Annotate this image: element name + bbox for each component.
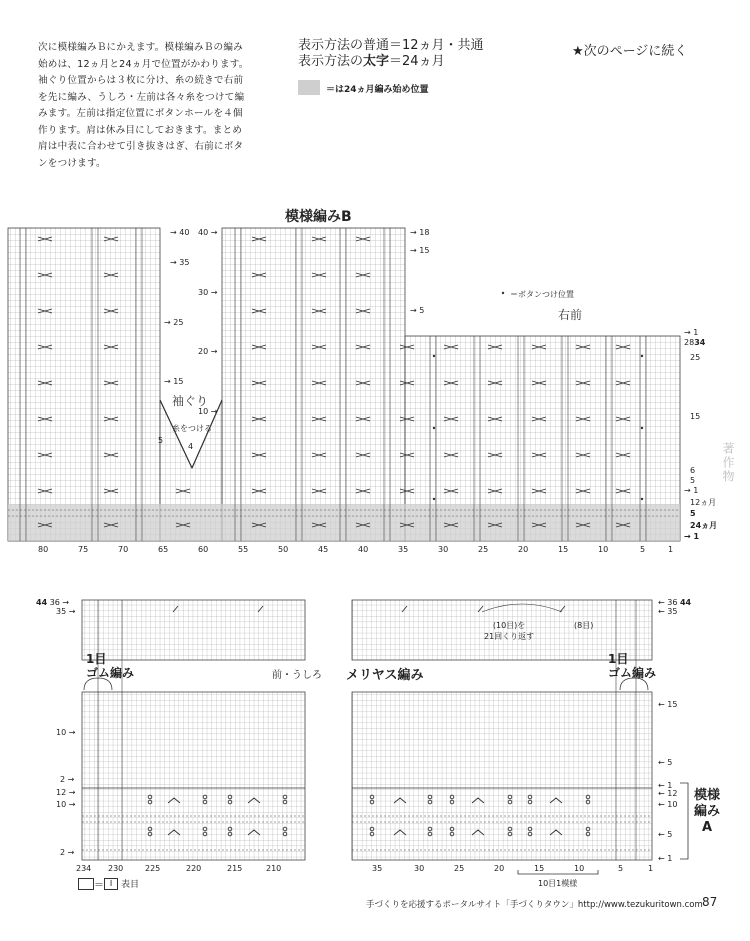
bottom-chart xyxy=(82,600,688,874)
x-tick: 1 xyxy=(668,545,674,554)
sleeve-label: 袖ぐり xyxy=(172,394,209,408)
x-tick: 10 xyxy=(574,864,585,873)
shade-legend: ＝は24ヵ月編み始め位置 xyxy=(326,85,429,95)
row-label: 10 → xyxy=(56,800,76,809)
button-note: ＝ボタンつけ位置 xyxy=(510,290,574,299)
row-number: 25 xyxy=(173,318,184,327)
row-label: → 5 xyxy=(410,306,425,315)
row-number: 35 xyxy=(667,607,678,616)
row-number: 10 xyxy=(56,800,67,809)
row-label: ← 10 xyxy=(658,800,678,809)
row-number: 1 xyxy=(693,328,699,337)
row-label: → 15 xyxy=(410,246,430,255)
row-number: 30 xyxy=(198,288,209,297)
intro-line: 次に模様編みＢにかえます。模様編みＢの編み xyxy=(38,42,243,53)
row-label: 10 → xyxy=(56,728,76,737)
x-tick: 30 xyxy=(414,864,425,873)
pattern-a-label: 模様 編み A xyxy=(694,788,721,835)
row-number: 10 xyxy=(56,728,67,737)
x-tick: 20 xyxy=(494,864,505,873)
row-label: → 1 xyxy=(684,486,699,495)
x-tick: 1 xyxy=(648,864,654,873)
intro-line: みます。左前は指定位置にボタンホールを４個 xyxy=(38,108,243,119)
row-number: 1 xyxy=(667,781,673,790)
intro-line: 始めは、12ヵ月と24ヵ月で位置がかわります。 xyxy=(38,58,249,70)
shade-band xyxy=(8,504,680,541)
attach-yarn-label: 糸をつける xyxy=(172,424,212,433)
row-label: → 40 xyxy=(170,228,190,237)
x-tick: 65 xyxy=(158,545,169,554)
intro-line: 肩は中表に合わせて引き抜きはぎ、右前にボタ xyxy=(38,141,244,152)
row-label: → 35 xyxy=(170,258,190,267)
row-number: 15 xyxy=(173,377,184,386)
row-number: 1 xyxy=(693,532,700,541)
x-tick: 10 xyxy=(598,545,609,554)
x-tick: 5 xyxy=(640,545,646,554)
row-label: 20 → xyxy=(198,347,218,356)
row-label: 35 → xyxy=(56,607,76,616)
row-label: 12ヵ月 xyxy=(690,498,717,507)
row-number: 2 xyxy=(60,775,66,784)
x-tick: 75 xyxy=(78,545,89,554)
eight-label: (8目) xyxy=(574,621,594,630)
x-tick: 80 xyxy=(38,545,49,554)
page-number: 87 xyxy=(702,895,718,909)
row-label: 2 → xyxy=(60,848,75,857)
row-label: 25 xyxy=(690,353,701,362)
row-label: 15 xyxy=(690,412,701,421)
row-label: 12 → xyxy=(56,788,76,797)
row-label: 5 xyxy=(690,509,696,518)
small-label: 5 xyxy=(158,436,164,445)
watermark: 著作物 xyxy=(721,442,735,484)
row-label: 2 → xyxy=(60,775,75,784)
x-tick: 35 xyxy=(372,864,383,873)
x-tick: 234 xyxy=(76,864,92,873)
row-number: 36 xyxy=(49,598,60,607)
intro-line: 袖ぐり位置からは３枚に分け、糸の続きで右前 xyxy=(38,75,244,86)
row-number: 10 xyxy=(198,407,209,416)
rib-left-label: 1目 ゴム編み xyxy=(86,652,135,680)
row-number: 12 xyxy=(56,788,67,797)
key-equals: ＝ xyxy=(94,880,104,891)
footer-text: 手づくりを応援するポータルサイト「手づくりタウン」http://www.tezukuritown.com xyxy=(366,900,703,910)
x-tick: 25 xyxy=(478,545,489,554)
row-number: 5 xyxy=(419,306,425,315)
front-back-label: 前・うしろ xyxy=(272,670,322,681)
row-label: 24ヵ月 xyxy=(690,521,718,530)
repeat-label: (10目)を 21回くり返す xyxy=(484,621,535,641)
intro-line: ンをつけます。 xyxy=(38,157,106,169)
row-label: → 18 xyxy=(410,228,430,237)
x-tick: 50 xyxy=(278,545,289,554)
x-tick: 20 xyxy=(518,545,529,554)
x-tick: 210 xyxy=(266,864,282,873)
row-number: 28 xyxy=(684,338,695,347)
row-number: 36 xyxy=(667,598,678,607)
row-label: 30 → xyxy=(198,288,218,297)
row-number: 20 xyxy=(198,347,209,356)
repeat-unit-label: 10目1模様 xyxy=(538,879,578,888)
pattern-b-title: 模様編みB xyxy=(285,209,352,225)
row-number: 1 xyxy=(693,486,699,495)
row-label: ← 15 xyxy=(658,700,678,709)
x-tick: 5 xyxy=(618,864,624,873)
x-tick: 215 xyxy=(227,864,243,873)
row-label: 6 xyxy=(690,466,696,475)
x-tick: 25 xyxy=(454,864,465,873)
row-number: 1 xyxy=(667,854,673,863)
row-label: → 1 xyxy=(684,532,700,541)
row-number: 18 xyxy=(419,228,430,237)
row-number-bold: 34 xyxy=(694,338,706,347)
row-label: ← 5 xyxy=(658,830,673,839)
x-tick: 35 xyxy=(398,545,409,554)
row-number: 5 xyxy=(667,758,673,767)
row-label: ← 5 xyxy=(658,758,673,767)
x-tick: 45 xyxy=(318,545,329,554)
legend-bold-suffix: ＝24ヵ月 xyxy=(389,54,445,69)
row-number-bold: 44 xyxy=(36,598,48,607)
x-tick: 230 xyxy=(108,864,124,873)
x-tick: 220 xyxy=(186,864,202,873)
row-number: 15 xyxy=(419,246,430,255)
row-number: 15 xyxy=(667,700,678,709)
legend-normal: 表示方法の普通＝12ヵ月・共通 xyxy=(298,38,484,53)
row-number: 5 xyxy=(667,830,673,839)
stockinette-label: メリヤス編み xyxy=(346,668,424,683)
row-number: 35 xyxy=(56,607,67,616)
x-tick: 225 xyxy=(145,864,161,873)
intro-line: を先に編み、うしろ・左前は各々糸をつけて編 xyxy=(38,91,245,103)
small-label: 4 xyxy=(188,442,194,451)
x-tick: 40 xyxy=(358,545,369,554)
row-number: 12 xyxy=(667,789,678,798)
row-label: 40 → xyxy=(198,228,218,237)
row-label: 44 36 → xyxy=(36,598,70,607)
x-tick: 55 xyxy=(238,545,249,554)
row-number: 40 xyxy=(179,228,190,237)
continue-note: ★次のページに続く xyxy=(572,44,688,59)
rib-right-label: 1目 ゴム編み xyxy=(608,652,657,680)
row-label xyxy=(684,338,705,347)
top-mid-panel xyxy=(222,228,680,541)
row-label: ← 36 44 xyxy=(658,598,692,607)
row-number-bold: 44 xyxy=(679,598,692,607)
legend-bold-prefix: 表示方法の xyxy=(298,54,364,69)
row-label: → 15 xyxy=(164,377,184,386)
x-tick: 15 xyxy=(534,864,545,873)
row-number: 2 xyxy=(60,848,66,857)
legend-bold-word: 太字 xyxy=(363,54,390,69)
row-number: 10 xyxy=(667,800,678,809)
row-label: ← 1 xyxy=(658,854,673,863)
row-label: ← 35 xyxy=(658,607,678,616)
key-empty-square xyxy=(78,878,94,890)
key-knit-symbol: Ⅰ xyxy=(104,878,118,890)
top-left-panel xyxy=(8,228,160,541)
x-tick: 15 xyxy=(558,545,569,554)
row-label: 5 xyxy=(690,476,696,485)
right-front-label: 右前 xyxy=(558,308,583,322)
x-tick: 70 xyxy=(118,545,129,554)
row-label: → 25 xyxy=(164,318,184,327)
x-tick: 30 xyxy=(438,545,449,554)
row-number: 40 xyxy=(198,228,209,237)
row-number: 35 xyxy=(179,258,190,267)
row-label: ← 1 xyxy=(658,781,673,790)
row-label: 10 → xyxy=(198,407,218,416)
key-knit-label: 表目 xyxy=(121,880,140,890)
row-label: → 1 xyxy=(684,328,699,337)
intro-line: 作ります。肩は休み目にしておきます。まとめ xyxy=(38,124,243,136)
x-tick: 60 xyxy=(198,545,209,554)
row-label: ← 12 xyxy=(658,789,678,798)
